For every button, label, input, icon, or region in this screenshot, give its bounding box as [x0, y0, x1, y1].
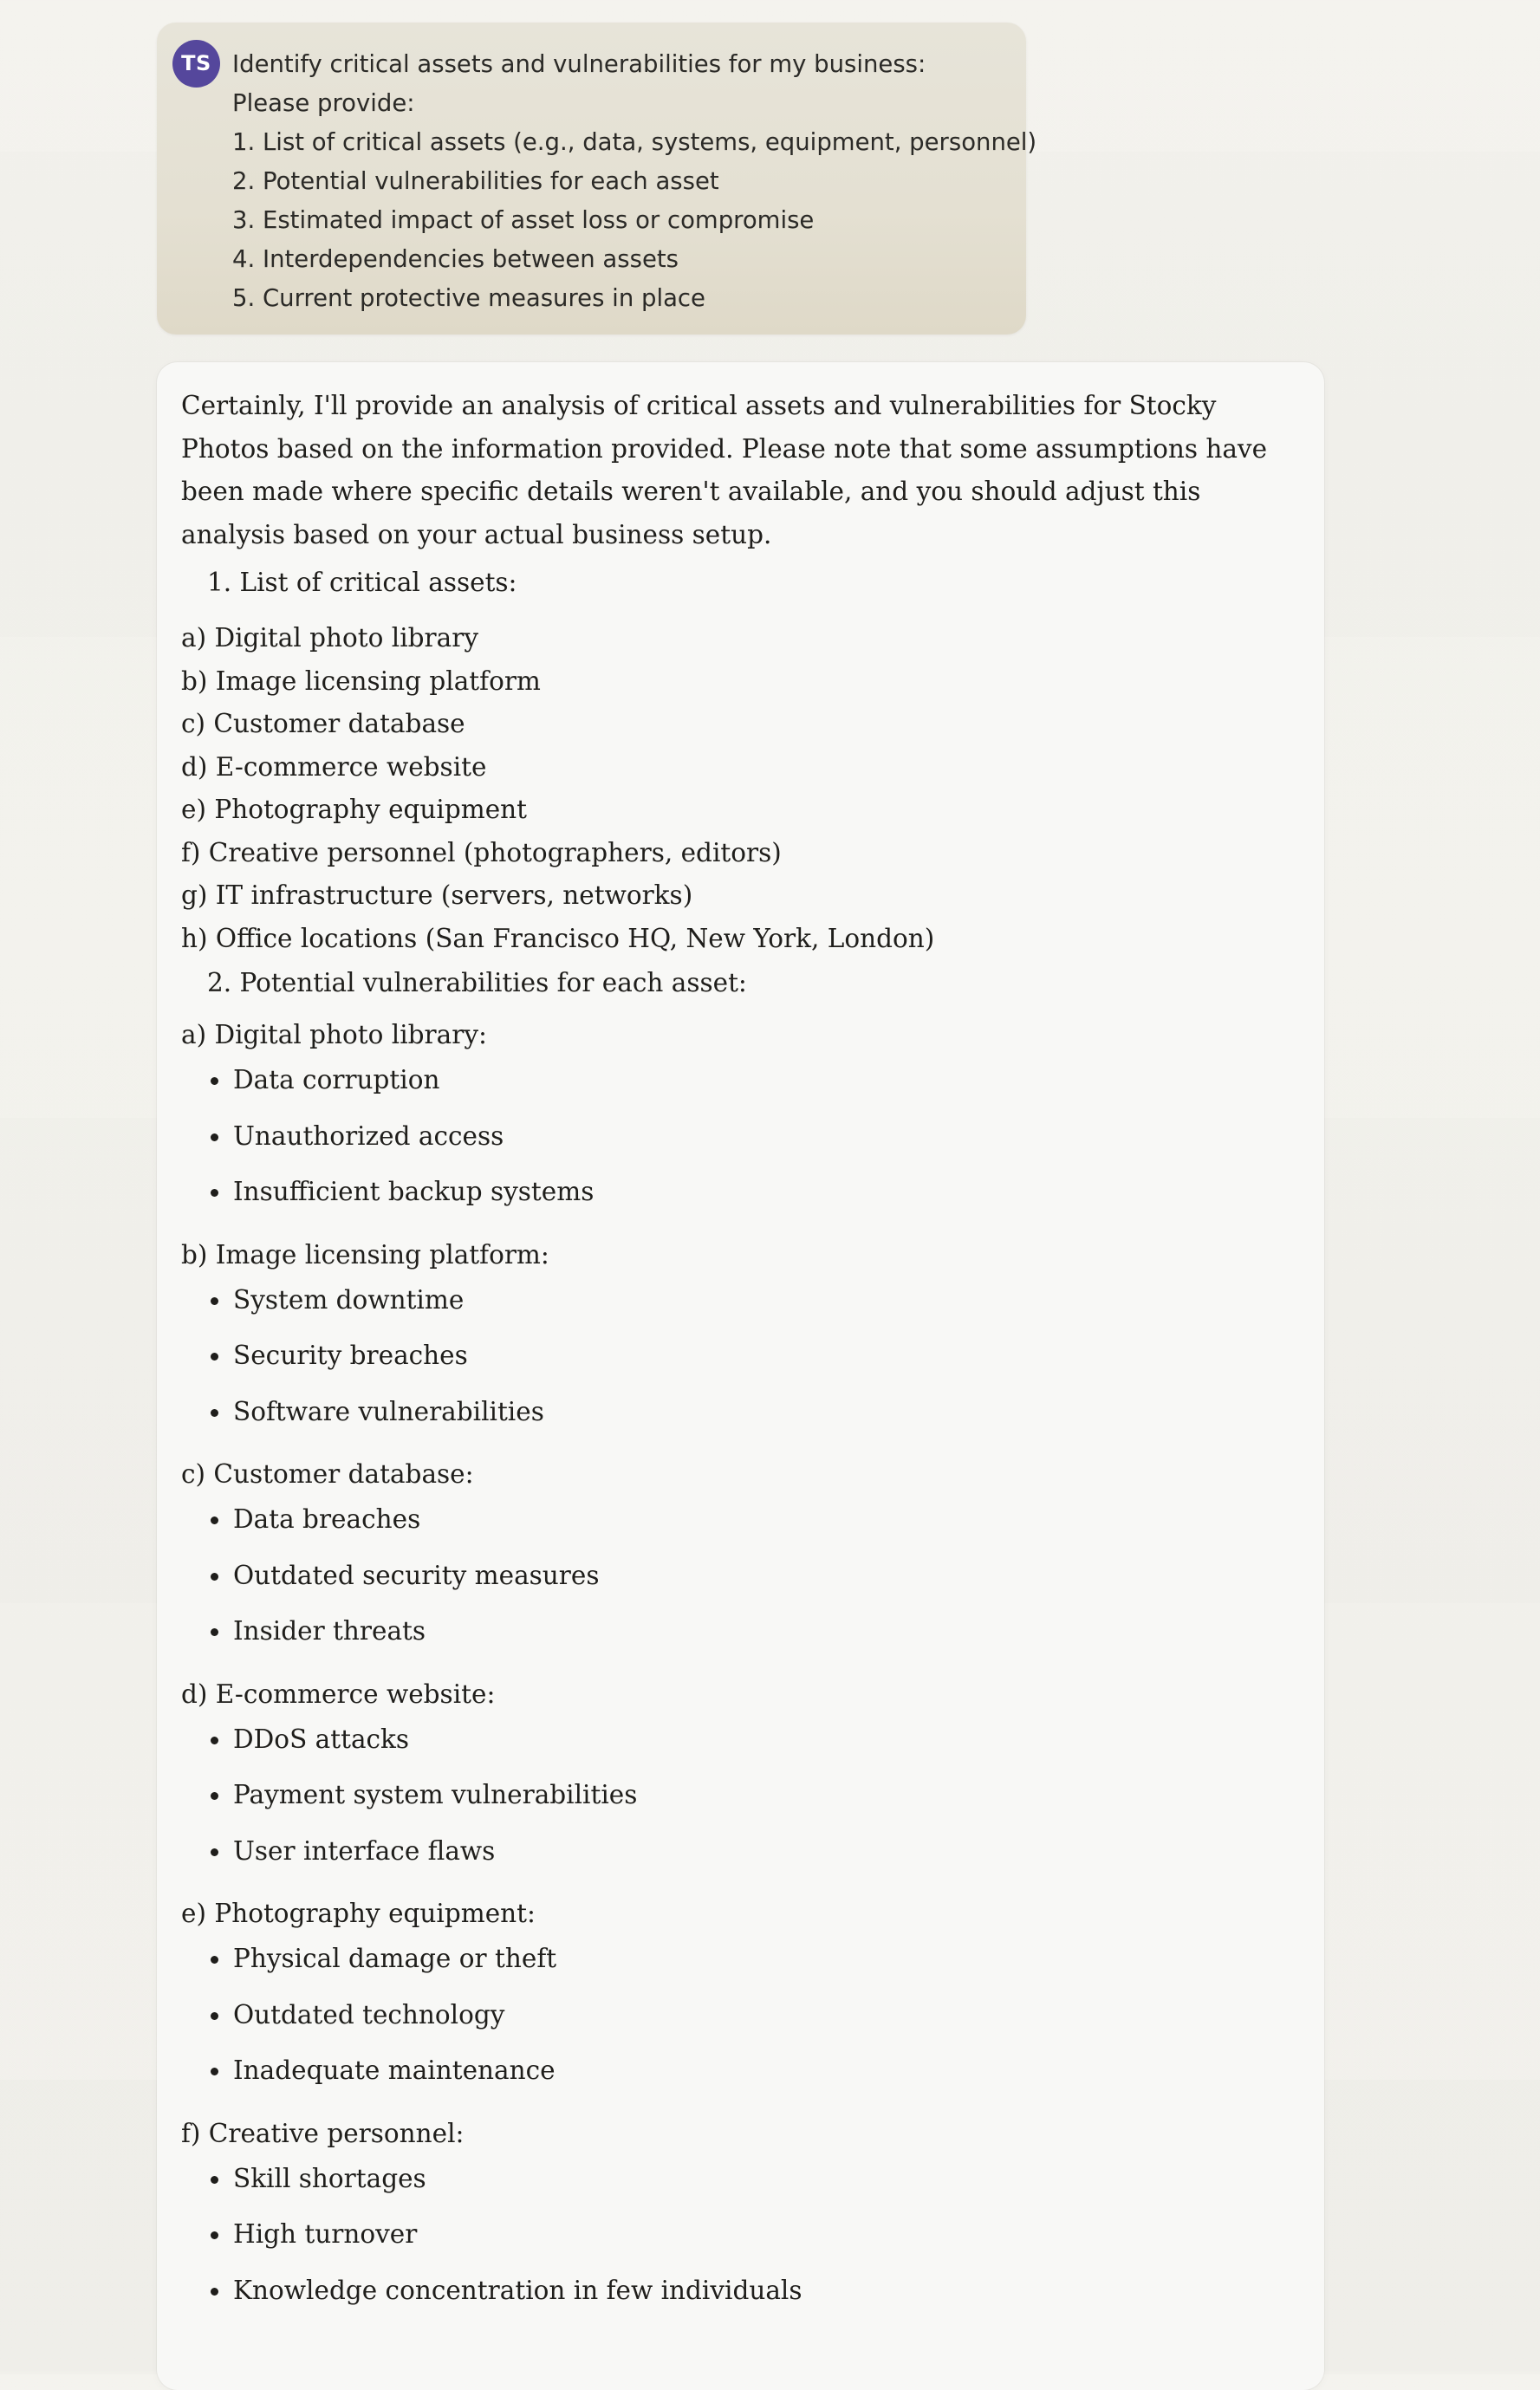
asset-item: e) Photography equipment: [181, 795, 528, 824]
bullet-icon: [211, 2012, 218, 2020]
bullet-icon: [211, 1628, 218, 1636]
vulnerability-text: Payment system vulnerabilities: [233, 1780, 638, 1809]
vulnerability-item: [181, 1823, 1308, 1880]
vulnerability-list: [181, 1052, 1308, 1220]
bullet-icon: [211, 1792, 218, 1800]
vulnerability-text: Skill shortages: [233, 2163, 426, 2193]
user-message-line: 1. List of critical assets (e.g., data, systems, equipment, personnel): [232, 128, 1037, 156]
user-message-bubble: [157, 23, 1037, 334]
bullet-icon: [211, 1409, 218, 1417]
intro-paragraph: Certainly, I'll provide an analysis of critical assets and vulnerabilities for Stocky Photos based on the information provided. Please note that some assumptions have been made where specific details weren't available, and you should adjust this analysis based on your actual business setup.: [181, 391, 1268, 549]
user-message-line: Please provide:: [232, 89, 415, 117]
vulnerability-item: [181, 1384, 1308, 1440]
vulnerability-item: [181, 2043, 1308, 2099]
vulnerability-item: [181, 1711, 1308, 1768]
vulnerability-group-title: f) Creative personnel:: [181, 2118, 465, 2148]
vulnerability-item: [181, 1931, 1308, 1987]
bullet-icon: [211, 1189, 218, 1197]
asset-item: g) IT infrastructure (servers, networks): [181, 880, 693, 910]
vulnerability-group-photo-library: [181, 1017, 1308, 1220]
vulnerability-item: [181, 2206, 1308, 2263]
asset-item: d) E-commerce website: [181, 751, 487, 782]
vulnerability-list: [181, 1272, 1308, 1440]
user-message-text: [232, 45, 1036, 318]
asset-item: f) Creative personnel (photographers, editors): [181, 837, 782, 867]
vulnerability-list: [181, 1491, 1308, 1659]
vulnerability-group-title: e) Photography equipment:: [181, 1899, 536, 1928]
user-message-line: 2. Potential vulnerabilities for each asset: [232, 167, 719, 195]
bullet-icon: [211, 2068, 218, 2075]
bullet-icon: [211, 1737, 218, 1744]
user-message-line: 5. Current protective measures in place: [232, 284, 705, 312]
section-heading-vulnerabilities: 2. Potential vulnerabilities for each asset:: [207, 968, 747, 997]
vulnerability-text: Physical damage or theft: [233, 1944, 557, 1973]
vulnerability-text: Data breaches: [233, 1504, 421, 1534]
user-message-line: Identify critical assets and vulnerabilities for my business:: [232, 50, 926, 78]
vulnerability-text: DDoS attacks: [233, 1724, 410, 1754]
section-heading-critical-assets: 1. List of critical assets:: [207, 568, 517, 597]
bullet-icon: [211, 1077, 218, 1085]
vulnerability-item: [181, 1052, 1308, 1108]
vulnerability-text: Outdated technology: [233, 1999, 505, 2030]
user-message-line: 4. Interdependencies between assets: [232, 245, 679, 273]
bullet-icon: [211, 1956, 218, 1964]
critical-assets-list: [181, 617, 1308, 960]
user-avatar: TS: [172, 40, 220, 88]
vulnerability-item: [181, 1164, 1308, 1220]
vulnerability-text: Data corruption: [233, 1065, 440, 1094]
bullet-icon: [211, 1133, 218, 1141]
assistant-response: [181, 385, 1308, 2318]
vulnerability-text: Software vulnerabilities: [233, 1396, 544, 1426]
asset-item: h) Office locations (San Francisco HQ, New York, London): [181, 923, 935, 953]
vulnerability-item: [181, 1603, 1308, 1659]
vulnerability-item: [181, 1548, 1308, 1604]
vulnerability-item: [181, 1272, 1308, 1328]
vulnerability-text: Security breaches: [233, 1341, 468, 1370]
vulnerability-group-ecommerce-website: [181, 1677, 1308, 1880]
vulnerability-group-title: c) Customer database:: [181, 1459, 474, 1489]
asset-item: b) Image licensing platform: [181, 666, 541, 696]
vulnerability-text: High turnover: [233, 2219, 418, 2249]
vulnerability-item: [181, 1987, 1308, 2043]
vulnerability-text: User interface flaws: [233, 1835, 496, 1866]
bullet-icon: [211, 2288, 218, 2296]
bullet-icon: [211, 2231, 218, 2239]
vulnerability-text: Insufficient backup systems: [233, 1177, 595, 1206]
vulnerability-item: [181, 1491, 1308, 1548]
vulnerability-item: [181, 1108, 1308, 1165]
bullet-icon: [211, 1573, 218, 1581]
vulnerability-list: [181, 1931, 1308, 2099]
vulnerability-group-licensing-platform: [181, 1237, 1308, 1440]
asset-item: c) Customer database: [181, 709, 465, 738]
vulnerability-text: Unauthorized access: [233, 1120, 504, 1151]
bullet-icon: [211, 1848, 218, 1856]
vulnerability-group-title: d) E-commerce website:: [181, 1679, 496, 1709]
vulnerability-item: [181, 2263, 1308, 2319]
vulnerability-text: Knowledge concentration in few individuals: [233, 2275, 802, 2305]
vulnerability-list: [181, 2151, 1308, 2319]
vulnerability-group-creative-personnel: [181, 2116, 1308, 2319]
vulnerability-item: [181, 1767, 1308, 1823]
bullet-icon: [211, 2176, 218, 2184]
vulnerability-text: Inadequate maintenance: [233, 2056, 556, 2085]
vulnerability-group-photography-equipment: [181, 1896, 1308, 2099]
assistant-message-card: [157, 362, 1324, 2390]
bullet-icon: [211, 1516, 218, 1524]
vulnerability-group-customer-database: [181, 1457, 1308, 1659]
vulnerability-group-title: a) Digital photo library:: [181, 1020, 487, 1049]
vulnerability-text: Insider threats: [233, 1616, 426, 1646]
vulnerability-item: [181, 1328, 1308, 1384]
vulnerability-text: System downtime: [233, 1284, 465, 1315]
asset-item: a) Digital photo library: [181, 623, 478, 653]
vulnerability-text: Outdated security measures: [233, 1560, 600, 1590]
vulnerability-group-title: b) Image licensing platform:: [181, 1239, 549, 1270]
user-message-line: 3. Estimated impact of asset loss or compromise: [232, 206, 815, 234]
vulnerability-item: [181, 2151, 1308, 2207]
bullet-icon: [211, 1353, 218, 1361]
vulnerability-list: [181, 1711, 1308, 1880]
bullet-icon: [211, 1297, 218, 1305]
